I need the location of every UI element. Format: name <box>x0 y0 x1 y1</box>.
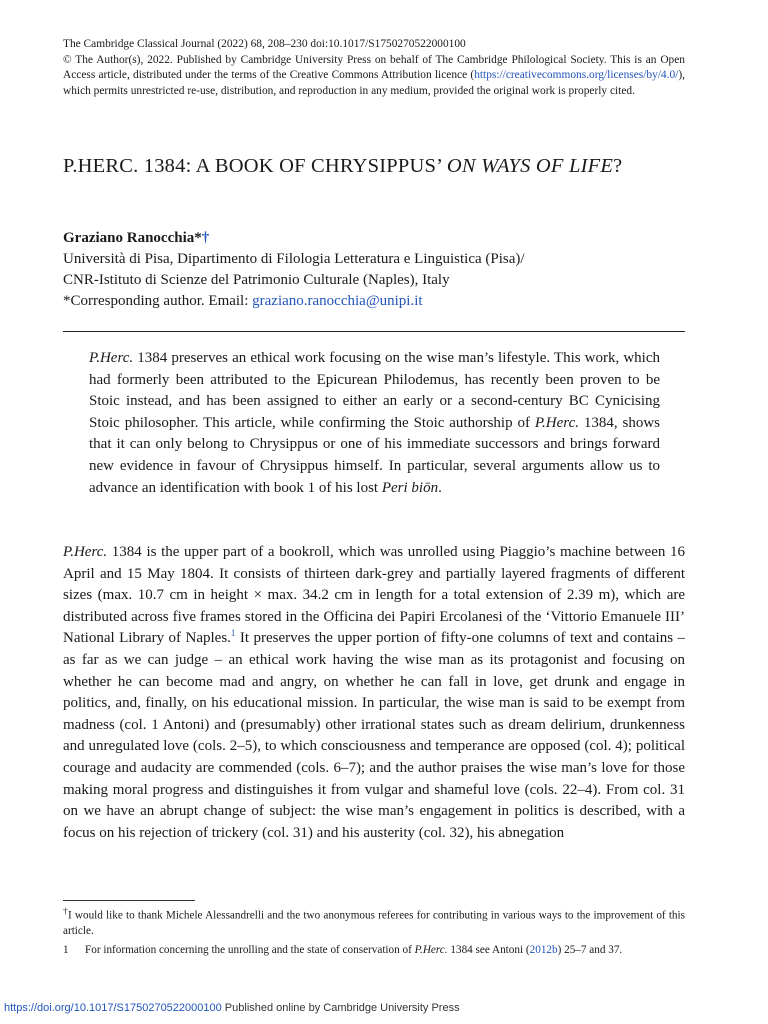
footnote-1-number: 1 <box>63 944 69 957</box>
footnote-1-post: ) 25–7 and 37. <box>557 944 623 957</box>
abstract <box>89 348 660 499</box>
licence-link[interactable]: https://creativecommons.org/licenses/by/4.0/ <box>474 69 679 81</box>
copyright-text-pre: © The Author(s), 2022. Published by Cambridge University Press on behalf of The Cambridge Philological Society. This is an Open Access article, distributed under the terms of the Creative Commons Attribution licence ( <box>63 53 685 81</box>
corresponding-label: *Corresponding author. Email: <box>63 293 253 309</box>
footnote-1-body <box>85 943 622 958</box>
author-block <box>63 228 685 312</box>
footnotes <box>63 905 685 962</box>
body-text-2: It preserves the upper portion of fifty-one columns of text and contains – as far as we can judge – an ethical work having the wise man as its protagonist and focusing on whether he can become mad and angry, on whether he can fall in love, get drunk and engage in politics, and, finally, on his educational mission. In particular, the wise man is said to be exempt from madness (col. 1 Antoni) and (presumably) other irrational states such as dream delirium, drunkenness and unregulated love (cols. 2–5), to which consciousness and temperance are opposed (col. 4); political courage and audacity are commended (cols. 6–7); and the author praises the wise man’s love for those making moral progress and distinguishes it from vulgar and shameful love (cols. 22–4). From col. 31 on we have an abrupt change of subject: the wise man’s engagement in politics is described, with a focus on his rejection of trickery (col. 31) and his austerity (col. 32), his abnegation <box>63 630 685 841</box>
email-link[interactable]: graziano.ranocchia@unipi.it <box>252 293 423 309</box>
corresponding-author <box>63 291 685 312</box>
article-header <box>63 37 685 99</box>
doi-footer <box>4 1001 460 1015</box>
abstract-ital-3: Peri biōn <box>381 479 439 496</box>
footnote-1-pre: For information concerning the unrolling and the state of conservation of <box>85 944 415 957</box>
author-dagger-link[interactable]: † <box>201 230 210 246</box>
affiliation-1: Università di Pisa, Dipartimento di Filologia Letteratura e Linguistica (Pisa)/ <box>63 251 525 267</box>
doi-link[interactable]: https://doi.org/10.1017/S1750270522000100 <box>4 1002 222 1014</box>
body-text-1: 1384 is the upper part of a bookroll, which was unrolled using Piaggio’s machine between 16 April and 15 May 1804. It consists of thirteen dark-grey and partially layered fragments of different sizes (max. 10.7 cm in height × max. 34.2 cm in length for a total extension of 2.39 m), which are distributed across five frames stored in the Officina dei Papiri Ercolanesi of the ‘Vittorio Emanuele III’ National Library of Naples. <box>63 544 685 647</box>
title-part1: P.HERC. 1384: A BOOK OF CHRYSIPPUS’ <box>63 155 447 177</box>
abstract-text-1: 1384 preserves an ethical work focusing on the wise man’s lifestyle. This work, which had formerly been attributed to the Epicurean Philodemus, has recently been proven to be Stoic instead, and has been assigned to either an early or a second-century BC Cynicising Stoic philosopher. This article, while confirming the Stoic authorship of <box>89 350 660 431</box>
footnote-dagger-mark: † <box>63 907 69 917</box>
copyright-text-post: ), which permits unrestricted re-use, distribution, and reproduction in any medium, provided the original work is properly cited. <box>63 69 685 97</box>
footnote-divider <box>63 900 195 901</box>
header-divider <box>63 331 685 332</box>
body-ital-1: P.Herc. <box>63 544 108 560</box>
title-part3: ? <box>613 155 623 177</box>
footnote-1-mid: 1384 see Antoni ( <box>447 944 530 957</box>
author-name: Graziano Ranocchia* <box>63 230 202 246</box>
article-title <box>63 154 685 179</box>
title-part2: ON WAYS OF LIFE <box>446 155 614 177</box>
footnote-1-ital: P.Herc. <box>414 944 448 957</box>
journal-citation: The Cambridge Classical Journal (2022) 68, 208–230 doi:10.1017/S1750270522000100 <box>63 38 466 50</box>
footnote-dagger-text: I would like to thank Michele Alessandrelli and the two anonymous referees for contributing in various ways to the improvement of this article. <box>63 909 685 937</box>
footnote-dagger <box>63 905 685 939</box>
published-online-text: Published online by Cambridge University Press <box>221 1002 460 1014</box>
footnote-1 <box>63 943 685 958</box>
affiliation-2: CNR-Istituto di Scienze del Patrimonio Culturale (Naples), Italy <box>63 272 450 288</box>
copyright-notice <box>63 53 685 100</box>
abstract-ital-1: P.Herc. <box>89 350 134 366</box>
abstract-text-2: 1384, shows that it can only belong to Chrysippus or one of his immediate successors and brings forward new evidence in favour of Chrysippus himself. In particular, several arguments allow us to advance an identification with book 1 of his lost <box>89 414 660 496</box>
body-paragraph <box>63 542 685 844</box>
footnote-ref-1[interactable]: 1 <box>230 628 236 639</box>
abstract-text-3: . <box>438 479 442 496</box>
abstract-ital-2: P.Herc. <box>534 414 579 431</box>
footnote-1-ref-link[interactable]: 2012b <box>529 944 558 957</box>
